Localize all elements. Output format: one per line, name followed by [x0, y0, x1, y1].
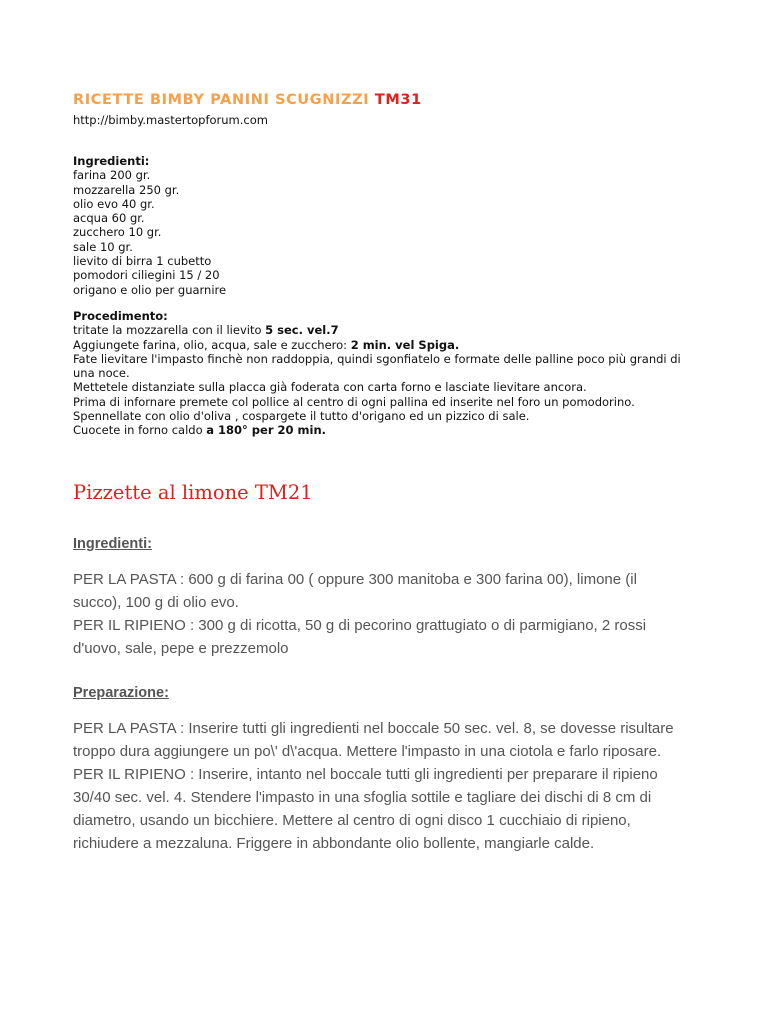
paragraph-line: PER IL RIPIENO : 300 g di ricotta, 50 g di pecorino grattugiato o di parmigiano, 2 rossi — [73, 617, 647, 634]
ingredient-item: acqua 60 gr. — [73, 211, 145, 226]
recipe2-preparation-heading: Preparazione: — [73, 685, 169, 701]
recipe1-ingredients — [73, 154, 226, 297]
procedure-text: tritate la mozzarella con il lievito — [73, 323, 266, 338]
recipe2-ingredients — [73, 568, 646, 660]
recipe1-ingredients-heading: Ingredienti: — [73, 154, 150, 168]
procedure-text: Aggiungete farina, olio, acqua, sale e zucchero: — [73, 337, 351, 352]
paragraph-line: diametro, usando un bicchiere. Mettere al centro di ogni disco 1 cucchiaio di ripieno, — [73, 812, 631, 829]
paragraph-line: PER LA PASTA : 600 g di farina 00 ( oppure 300 manitoba e 300 farina 00), limone (il — [73, 571, 637, 588]
paragraph-line: troppo dura aggiungere un po\' d\'acqua. Mettere l'impasto in una ciotola e farlo riposare. — [73, 743, 662, 760]
recipe2-preparation — [73, 717, 674, 855]
recipe1-procedure — [73, 309, 681, 438]
paragraph-line: PER LA PASTA : Inserire tutti gli ingredienti nel boccale 50 sec. vel. 8, se dovesse risultare — [73, 720, 674, 737]
paragraph-line: d'uovo, sale, pepe e prezzemolo — [73, 640, 289, 657]
procedure-line: Spennellate con olio d'oliva , cospargete il tutto d'origano ed un pizzico di sale. — [73, 409, 530, 424]
procedure-line: Prima di infornare premete col pollice al centro di ogni pallina ed inserite nel foro un pomodorino. — [73, 394, 635, 409]
procedure-setting: 2 min. vel Spiga. — [350, 337, 460, 352]
procedure-line — [73, 423, 681, 437]
recipe1-procedure-heading: Procedimento: — [73, 309, 168, 323]
procedure-text: Cuocete in forno caldo — [73, 423, 207, 438]
ingredient-item: olio evo 40 gr. — [73, 196, 155, 211]
ingredient-item: farina 200 gr. — [73, 168, 151, 183]
procedure-line — [73, 338, 681, 352]
paragraph-line: 30/40 sec. vel. 4. Stendere l'impasto in una sfoglia sottile e tagliare dei dischi di 8 cm di — [73, 789, 652, 806]
ingredient-item: mozzarella 250 gr. — [73, 182, 180, 197]
recipe1-source-url: http://bimby.mastertopforum.com — [73, 113, 268, 127]
ingredient-item: pomodori ciliegini 15 / 20 — [73, 268, 220, 283]
recipe1-title-main: RICETTE BIMBY PANINI SCUGNIZZI — [73, 92, 375, 108]
paragraph-line: succo), 100 g di olio evo. — [73, 594, 239, 611]
procedure-line: Mettetele distanziate sulla placca già foderata con carta forno e lasciate lievitare ancora. — [73, 380, 587, 395]
paragraph-line: PER IL RIPIENO : Inserire, intanto nel boccale tutti gli ingredienti per preparare il ripieno — [73, 766, 658, 783]
recipe2-ingredients-heading: Ingredienti: — [73, 536, 152, 552]
procedure-line: Fate lievitare l'impasto finchè non raddoppia, quindi sgonfiatelo e formate delle palline poco più grandi di — [73, 351, 681, 366]
procedure-line — [73, 323, 681, 337]
ingredient-item: zucchero 10 gr. — [73, 225, 162, 240]
ingredient-item: origano e olio per guarnire — [73, 282, 227, 297]
ingredient-item: lievito di birra 1 cubetto — [73, 254, 212, 269]
ingredient-item: sale 10 gr. — [73, 239, 133, 254]
recipe1-title-tm: TM31 — [374, 92, 422, 108]
recipe1-title — [73, 92, 422, 108]
procedure-setting: a 180° per 20 min. — [206, 423, 326, 438]
paragraph-line: richiudere a mezzaluna. Friggere in abbondante olio bollente, mangiarle calde. — [73, 835, 595, 852]
procedure-setting: 5 sec. vel.7 — [265, 323, 339, 338]
procedure-line: una noce. — [73, 366, 130, 381]
recipe2-title: Pizzette al limone TM21 — [73, 481, 313, 504]
